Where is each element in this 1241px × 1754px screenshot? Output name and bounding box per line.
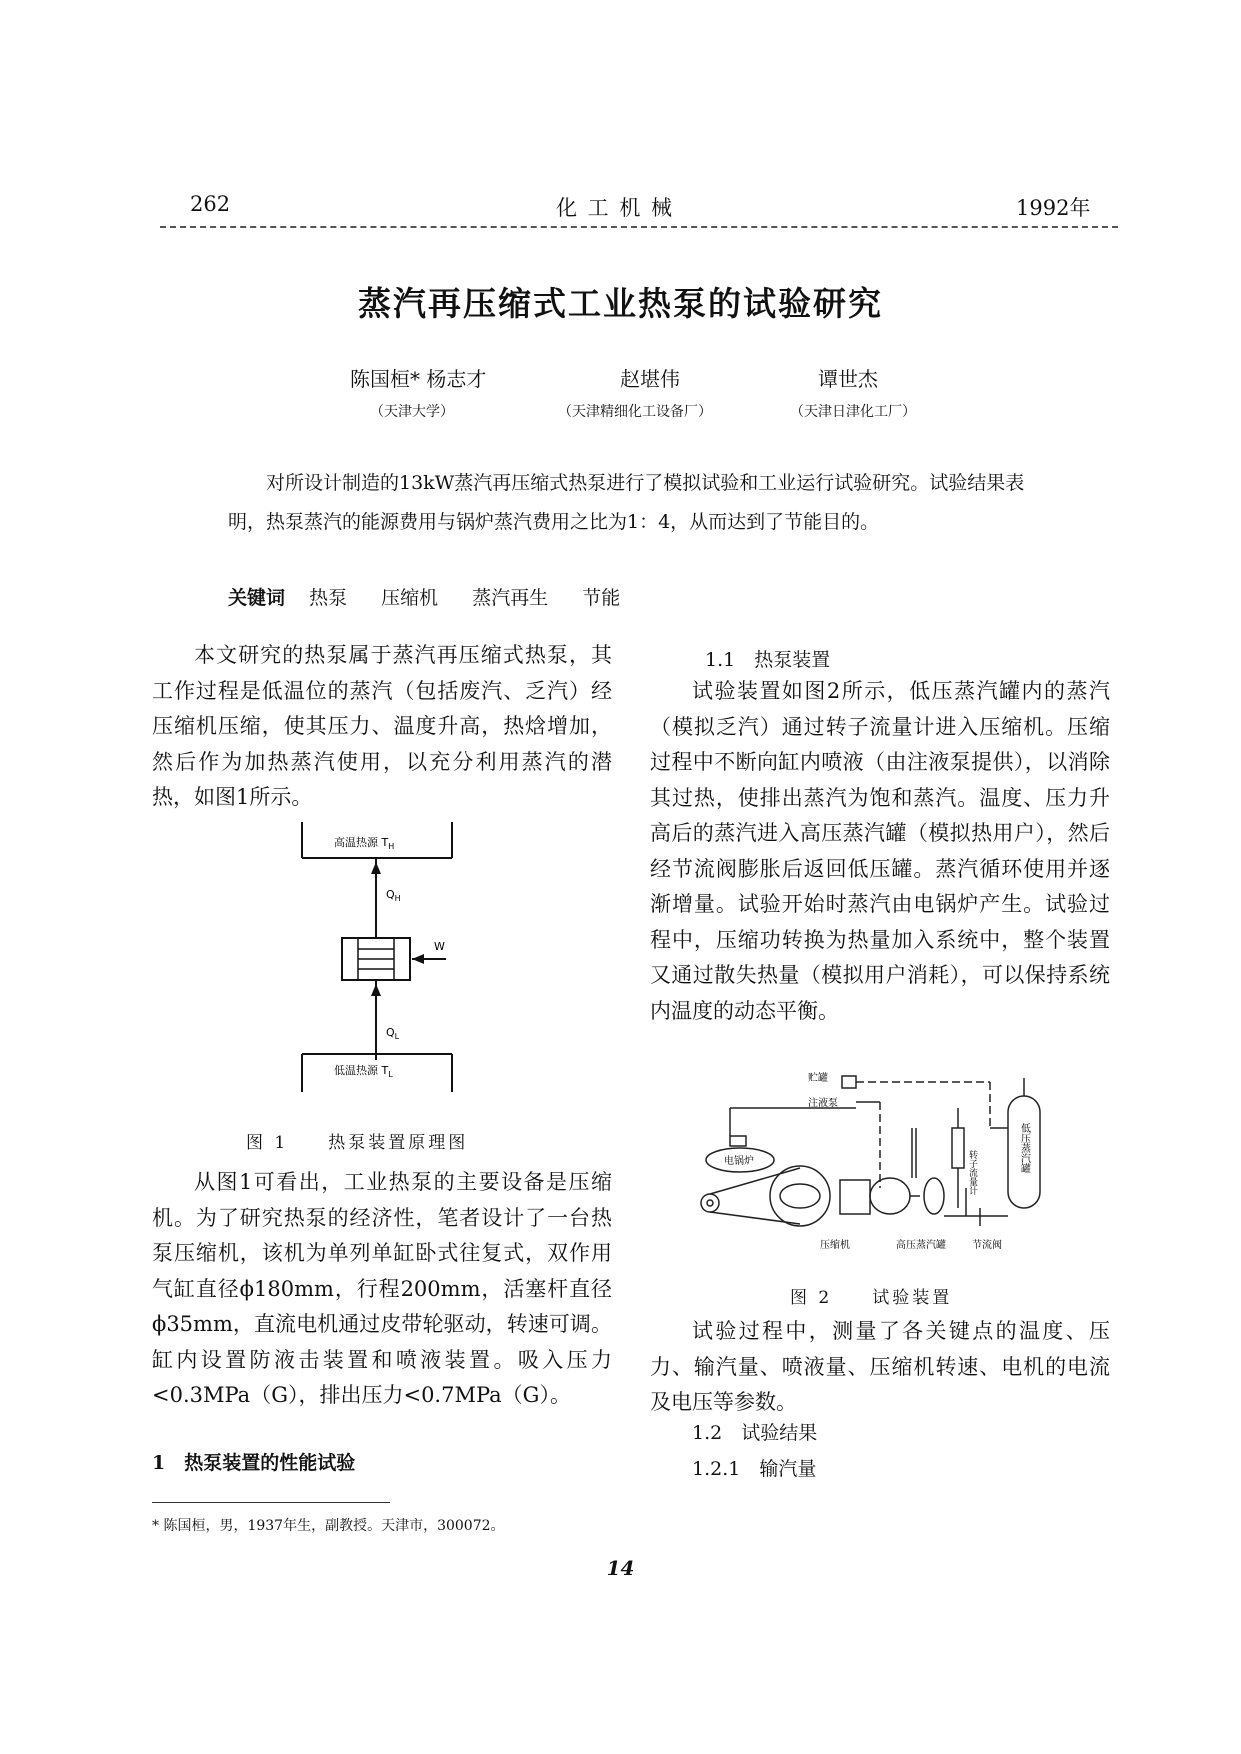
keyword: 节能 [582,587,621,609]
low-temp-source-label: 低温热源 $T_L$ [334,1064,393,1079]
figure-2-caption: 图 2 试验装置 [790,1288,953,1308]
header-rule [160,226,1118,228]
compressor-label: 压缩机 [820,1240,850,1251]
test-apparatus-diagram [690,1068,1050,1253]
keywords-label: 关键词 [228,587,286,609]
arrow-left-icon [412,954,424,964]
footnote: * 陈国桓，男，1937年生，副教授。天津市，300072。 [152,1518,505,1534]
section-heading: 1.2.1 输汽量 [692,1458,817,1480]
affiliation-3: （天津日津化工厂） [790,404,916,420]
figure-2 [690,1068,1050,1253]
body-paragraph: 从图1可看出，工业热泵的主要设备是压缩机。为了研究热泵的经济性，笔者设计了一台热泵压缩机，该机为单列单缸卧式往复式，双作用气缸直径ϕ180mm，行程200mm，活塞杆直径ϕ35mm，直流电机通过皮带轮驱动，转速可调。缸内设置防液击装置和喷液装置。吸入压力<0.3MPa（G），排出压力<0.7MPa（G）。 [152,1170,612,1407]
page-number: 262 [190,192,231,216]
throttle-valve-label: 节流阀 [972,1240,1002,1251]
qh-label: $Q_H$ [386,888,401,903]
author-1: 陈国桓* 杨志才 [350,367,487,391]
figure-1 [300,822,460,1092]
paper-title: 蒸汽再压缩式工业热泵的试验研究 [358,284,883,323]
high-pressure-tank-shape [924,1178,944,1214]
keyword: 蒸汽再生 [472,587,549,609]
flowmeter-label: 转子流量计 [967,1150,977,1195]
body-paragraph: 试验装置如图2所示，低压蒸汽罐内的蒸汽（模拟乏汽）通过转子流量计进入压缩机。压缩过程中不断向缸内喷液（由注液泵提供），以消除其过热，使排出蒸汽为饱和蒸汽。温度、压力升高后的蒸汽进入高压蒸汽罐（模拟热用户），然后经节流阀膨胀后返回低压罐。蒸汽循环使用并逐渐增量。试验开始时蒸汽由电锅炉产生。试验过程中，压缩功转换为热量加入系统中，整个装置又通过散失热量（模拟用户消耗），可以保持系统内温度的动态平衡。 [650,679,1110,1023]
keyword: 热泵 [309,587,348,609]
high-temp-source-label: 高温热源 $T_H$ [334,836,395,851]
journal-name: 化 工 机 械 [556,196,675,220]
abstract: 对所设计制造的13kW蒸汽再压缩式热泵进行了模拟试验和工业运行试验研究。试验结果表明，热泵蒸汽的能源费用与锅炉蒸汽费用之比为1：4，从而达到了节能目的。 [228,472,1025,533]
boiler-label: 电锅炉 [724,1156,754,1167]
year: 1992年 [1016,196,1091,220]
section-heading: 1.1 热泵装置 [705,649,831,671]
arrow-up-icon [371,984,381,996]
section-heading: 1.2 试验结果 [692,1422,818,1444]
body-paragraph: 试验过程中，测量了各关键点的温度、压力、输汽量、喷液量、压缩机转速、电机的电流及电压等参数。 [650,1319,1110,1414]
author-3: 谭世杰 [818,367,878,391]
body-paragraph: 本文研究的热泵属于蒸汽再压缩式热泵，其工作过程是低温位的蒸汽（包括废汽、乏汽）经压缩机压缩，使其压力、温度升高，热焓增加，然后作为加热蒸汽使用，以充分利用蒸汽的潜热，如图1所示。 [152,643,612,809]
high-pressure-tank-label: 高压蒸汽罐 [896,1240,946,1251]
low-pressure-tank-label: 低压蒸汽罐 [1018,1123,1030,1173]
section-heading: 1 热泵装置的性能试验 [152,1452,356,1474]
work-label: W [434,940,445,953]
heat-pump-principle-diagram [300,822,460,1092]
figure-1-caption: 图 1 热泵装置原理图 [246,1133,469,1153]
footnote-rule [152,1502,390,1503]
storage-tank-label: 贮罐 [808,1073,828,1084]
page-footer-number: 14 [606,1556,635,1580]
pump-label: 注液泵 [808,1098,838,1109]
ql-label: $Q_L$ [386,1026,400,1041]
author-2: 赵堪伟 [620,367,680,391]
keyword: 压缩机 [381,587,439,609]
keywords [228,583,648,610]
affiliation-1: （天津大学） [370,404,454,420]
affiliation-2: （天津精细化工设备厂） [558,404,712,420]
arrow-up-icon [371,862,381,874]
